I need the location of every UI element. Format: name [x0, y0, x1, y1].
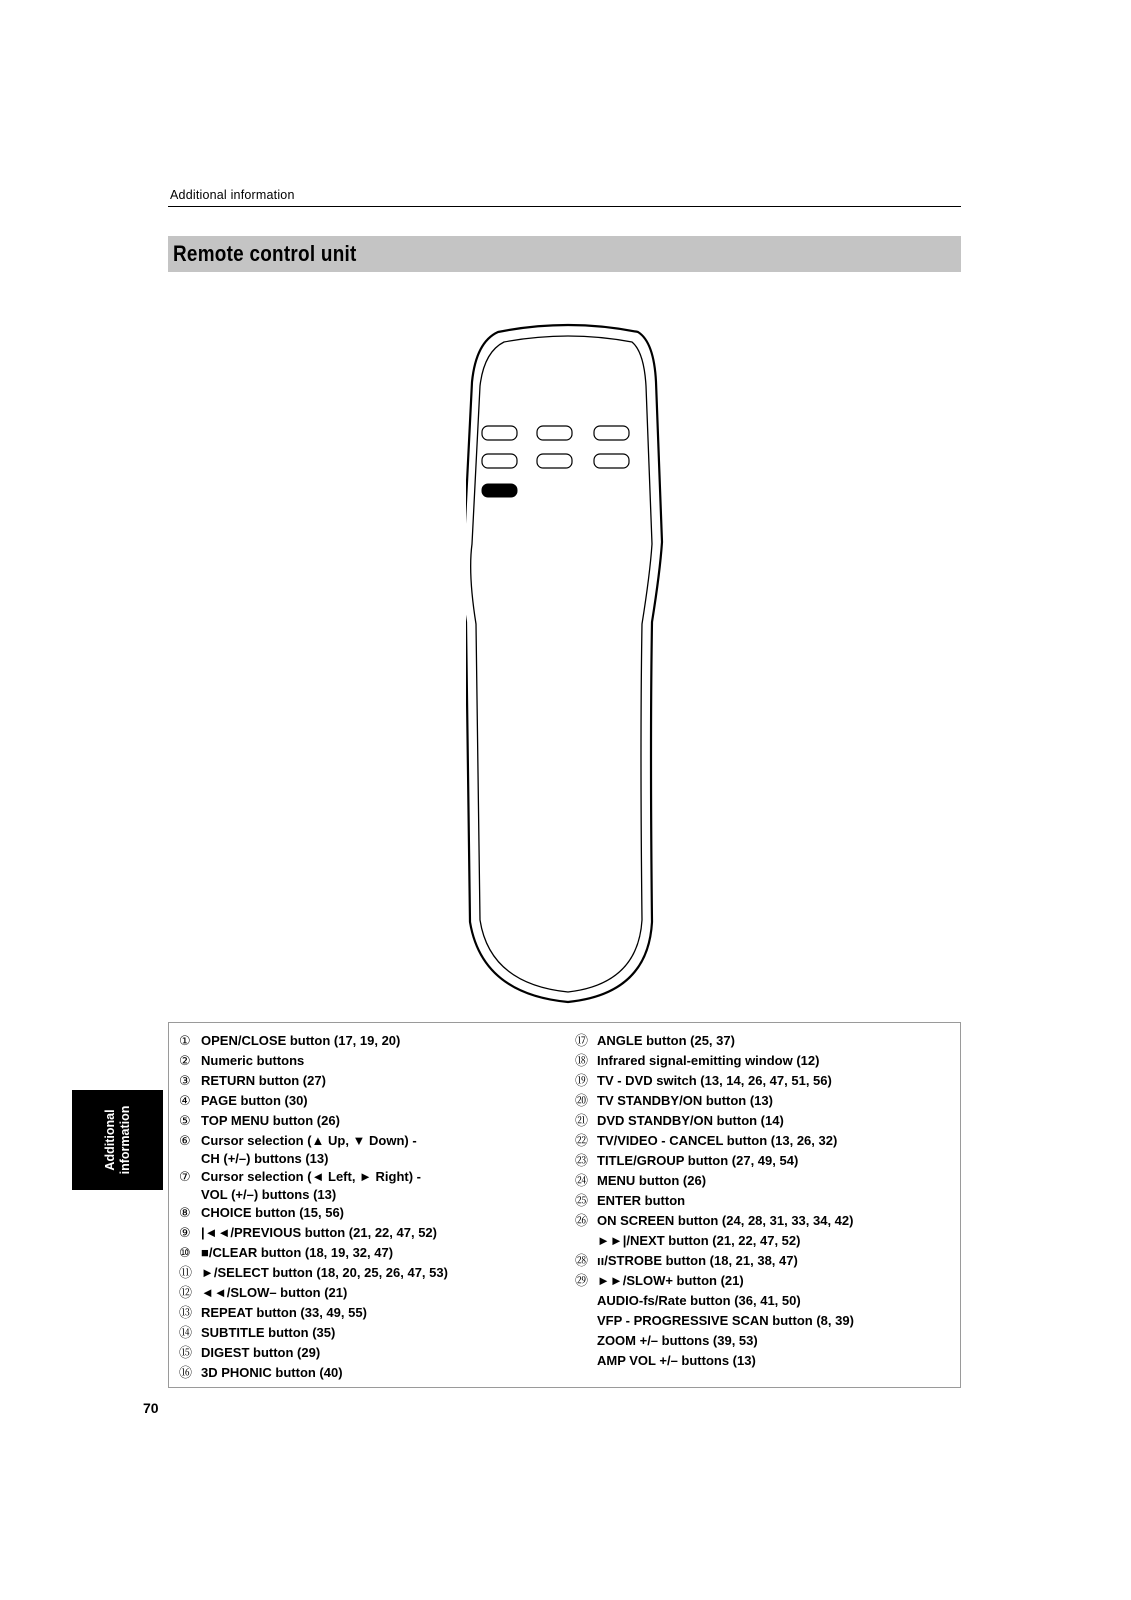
side-tab-line1: Additional — [102, 1109, 117, 1171]
legend-item-number: ② — [179, 1053, 191, 1068]
legend-item — [179, 1303, 448, 1323]
legend-item-text: REPEAT button (33, 49, 55) — [201, 1305, 367, 1320]
legend-item-text: TOP MENU button (26) — [201, 1113, 340, 1128]
legend-item-text: ■/CLEAR button (18, 19, 32, 47) — [201, 1245, 394, 1260]
legend-item-number: ㉖ — [575, 1213, 589, 1228]
legend-item — [179, 1111, 448, 1131]
page-title: Remote control unit — [173, 241, 357, 266]
legend-item — [179, 1343, 448, 1363]
legend-item-text: TV STANDBY/ON button (13) — [597, 1093, 773, 1108]
legend-item — [179, 1323, 448, 1343]
legend-item-number: ⑥ — [179, 1133, 191, 1148]
legend-item-text-line2: CH (+/–) buttons (13) — [201, 1151, 329, 1166]
header-rule — [168, 206, 961, 207]
side-tab-label — [103, 1106, 133, 1175]
legend-item-number: ⑯ — [179, 1365, 193, 1380]
legend-item-text-line2: VOL (+/–) buttons (13) — [201, 1187, 337, 1202]
legend-item-text: ENTER button — [597, 1193, 686, 1208]
legend-item-number: ⑤ — [179, 1113, 191, 1128]
legend-item — [575, 1111, 854, 1131]
legend-item-text: CHOICE button (15, 56) — [201, 1205, 345, 1220]
legend-item — [575, 1031, 854, 1051]
legend-item-text: ►/SELECT button (18, 20, 25, 26, 47, 53) — [201, 1265, 448, 1280]
legend-item — [575, 1211, 854, 1231]
legend-item-number: ⑭ — [179, 1325, 193, 1340]
legend-item — [179, 1167, 448, 1203]
legend-item-number: ㉕ — [575, 1193, 589, 1208]
legend-item — [575, 1071, 854, 1091]
legend-item-text: TV - DVD switch (13, 14, 26, 47, 51, 56) — [597, 1073, 832, 1088]
legend-item-text: ON SCREEN button (24, 28, 31, 33, 34, 42) — [597, 1213, 854, 1228]
legend-item — [179, 1243, 448, 1263]
legend-item-text: DVD STANDBY/ON button (14) — [597, 1113, 784, 1128]
remote-button — [594, 426, 629, 440]
legend-item-number: ⑧ — [179, 1205, 191, 1220]
legend-item-text: ANGLE button (25, 37) — [597, 1033, 735, 1048]
legend-item-number: ㉓ — [575, 1153, 589, 1168]
legend-item-number: ㉙ — [575, 1273, 589, 1288]
legend-item — [179, 1131, 448, 1167]
legend-item-text: ıı/STROBE button (18, 21, 38, 47) — [597, 1253, 798, 1268]
section-header: Additional information — [170, 188, 295, 202]
legend-item-number: ④ — [179, 1093, 191, 1108]
legend-item-number: ⑬ — [179, 1305, 193, 1320]
legend-item — [179, 1363, 448, 1383]
legend-item-number: ⑳ — [575, 1093, 589, 1108]
legend-item-text: Infrared signal-emitting window (12) — [597, 1053, 820, 1068]
legend-item-text: 3D PHONIC button (40) — [201, 1365, 343, 1380]
legend-item-text: OPEN/CLOSE button (17, 19, 20) — [201, 1033, 401, 1048]
legend-item-number: ⑲ — [575, 1073, 589, 1088]
legend-item-number: ⑦ — [179, 1169, 191, 1184]
legend-item-text: Numeric buttons — [201, 1053, 305, 1068]
legend-item-text: MENU button (26) — [597, 1173, 707, 1188]
remote-button — [482, 454, 517, 468]
legend-item — [575, 1351, 854, 1371]
legend-item — [575, 1291, 854, 1311]
side-tab-line2: information — [117, 1105, 132, 1175]
legend-item-text: ZOOM +/– buttons (39, 53) — [597, 1333, 758, 1348]
legend-right-column — [575, 1031, 854, 1371]
page-number: 70 — [143, 1400, 159, 1416]
legend-item — [179, 1051, 448, 1071]
remote-button — [594, 454, 629, 468]
legend-item-number: ⑪ — [179, 1265, 193, 1280]
legend-item-number: ⑨ — [179, 1225, 191, 1240]
side-tab — [72, 1090, 163, 1190]
legend-item-text: SUBTITLE button (35) — [201, 1325, 336, 1340]
legend-item-number: ㉔ — [575, 1173, 589, 1188]
legend-item-number: ① — [179, 1033, 191, 1048]
legend-item — [179, 1031, 448, 1051]
title-bar — [168, 236, 961, 272]
legend-item-number: ③ — [179, 1073, 191, 1088]
legend-item-text: VFP - PROGRESSIVE SCAN button (8, 39) — [597, 1313, 854, 1328]
legend-item-number: ⑱ — [575, 1053, 589, 1068]
legend-item-text: Cursor selection (◄ Left, ► Right) - — [201, 1169, 422, 1184]
legend-item — [575, 1311, 854, 1331]
legend-item-text: Cursor selection (▲ Up, ▼ Down) - — [201, 1133, 417, 1148]
legend-item-text: ►►|/NEXT button (21, 22, 47, 52) — [597, 1233, 801, 1248]
legend-left-column — [179, 1031, 448, 1383]
legend-item — [575, 1191, 854, 1211]
legend-item — [575, 1051, 854, 1071]
legend-item — [575, 1251, 854, 1271]
legend-item — [575, 1271, 854, 1291]
legend-item-text: AUDIO-fs/Rate button (36, 41, 50) — [597, 1293, 801, 1308]
legend-item — [575, 1171, 854, 1191]
remote-button — [537, 454, 572, 468]
legend-item-text: TITLE/GROUP button (27, 49, 54) — [597, 1153, 799, 1168]
legend-item-number: ⑩ — [179, 1245, 191, 1260]
legend-item-text: TV/VIDEO - CANCEL button (13, 26, 32) — [597, 1133, 838, 1148]
legend-item-text: AMP VOL +/– buttons (13) — [597, 1353, 756, 1368]
legend-item — [575, 1131, 854, 1151]
legend-item — [575, 1231, 854, 1251]
legend-item-text: ◄◄/SLOW– button (21) — [201, 1285, 348, 1300]
legend-item-number: ⑮ — [179, 1345, 193, 1360]
legend-item — [179, 1283, 448, 1303]
legend-item-text: PAGE button (30) — [201, 1093, 308, 1108]
legend-item-number: ⑫ — [179, 1285, 193, 1300]
legend-item — [179, 1263, 448, 1283]
legend-item-text: RETURN button (27) — [201, 1073, 326, 1088]
legend-item-text: DIGEST button (29) — [201, 1345, 321, 1360]
legend-item-text: ►►/SLOW+ button (21) — [597, 1273, 744, 1288]
legend-item-number: ㉘ — [575, 1253, 589, 1268]
legend-box — [168, 1022, 961, 1388]
remote-button — [482, 426, 517, 440]
legend-item — [179, 1223, 448, 1243]
legend-item — [179, 1071, 448, 1091]
legend-item-number: ㉒ — [575, 1133, 589, 1148]
remote-button-dark — [482, 484, 517, 497]
legend-item — [575, 1331, 854, 1351]
remote-button — [537, 426, 572, 440]
legend-item — [575, 1091, 854, 1111]
legend-item-text: |◄◄/PREVIOUS button (21, 22, 47, 52) — [201, 1225, 437, 1240]
legend-item — [179, 1091, 448, 1111]
legend-item-number: ㉑ — [575, 1113, 589, 1128]
legend-item — [179, 1203, 448, 1223]
legend-item — [575, 1151, 854, 1171]
remote-control-illustration — [466, 322, 666, 1004]
legend-item-number: ⑰ — [575, 1033, 589, 1048]
